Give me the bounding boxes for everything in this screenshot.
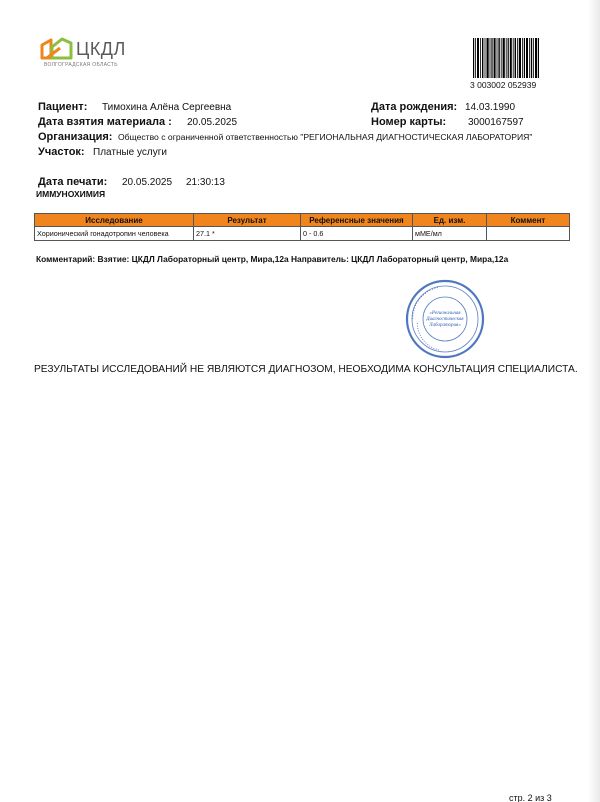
cell-unit: мМЕ/мл [413, 227, 487, 241]
lab-stamp [404, 279, 486, 359]
cell-result: 27.1 * [194, 227, 301, 241]
table-row [35, 227, 570, 241]
org-label: Организация: [38, 131, 113, 143]
header-comment: Коммент [487, 214, 570, 227]
barcode-number: 3 003002 052939 [470, 80, 537, 90]
header-reference: Референсные значения [301, 214, 413, 227]
print-date-label: Дата печати: [38, 176, 108, 188]
sample-date-label: Дата взятия материала : [38, 116, 172, 128]
stamp-line-2: Диагностическая [426, 317, 464, 322]
org-value: Общество с ограниченной ответственностью "РЕГИОНАЛЬНАЯ ДИАГНОСТИЧЕСКАЯ ЛАБОРАТОРИЯ" [118, 132, 533, 142]
print-time-value: 21:30:13 [186, 177, 225, 188]
card-label: Номер карты: [371, 116, 447, 128]
card-number: 3000167597 [468, 117, 524, 128]
page-number: стр. 2 из 3 [509, 793, 552, 802]
disclaimer: РЕЗУЛЬТАТЫ ИССЛЕДОВАНИЙ НЕ ЯВЛЯЮТСЯ ДИАГНОЗОМ, НЕОБХОДИМА КОНСУЛЬТАЦИЯ СПЕЦИАЛИСТА. [34, 364, 578, 375]
stamp-line-1: «Региональная [429, 311, 461, 316]
svg-text:• • • • • • • • • • • • • • •: • • • • • • • • • • • • • • • • [414, 322, 440, 353]
site-value: Платные услуги [93, 147, 167, 158]
ckdl-logo-icon [40, 36, 74, 60]
dob-label: Дата рождения: [371, 101, 458, 113]
cell-test: Хорионический гонадотропин человека [35, 227, 194, 241]
results-table [34, 213, 570, 241]
barcode-bars [473, 38, 539, 78]
cell-comment [487, 227, 570, 241]
patient-label: Пациент: [38, 101, 88, 113]
sample-date-value: 20.05.2025 [187, 117, 238, 128]
print-date-value: 20.05.2025 [122, 177, 173, 188]
ckdl-logo [40, 36, 150, 72]
cell-reference: 0 - 0.6 [301, 227, 413, 241]
logo-brand: ЦКДЛ [76, 39, 126, 59]
site-label: Участок: [38, 146, 85, 158]
logo-region: ВОЛГОГРАДСКАЯ ОБЛАСТЬ [44, 62, 118, 68]
dob-value: 14.03.1990 [465, 102, 516, 113]
barcode [470, 38, 542, 90]
page-edge [588, 0, 600, 802]
svg-text:• • • • • • • • • • • • • • •: • • • • • • • • • • • • • • • • • [409, 284, 439, 320]
header-unit: Ед. изм. [413, 214, 487, 227]
comment-text: Комментарий: Взятие: ЦКДЛ Лабораторный центр, Мира,12а Направитель: ЦКДЛ Лабораторный центр, Мира,12а [36, 254, 509, 264]
patient-name: Тимохина Алёна Сергеевна [102, 102, 232, 113]
header-result: Результат [194, 214, 301, 227]
table-header-row [35, 214, 570, 227]
stamp-line-3: Лаборатория» [429, 323, 461, 328]
header-test: Исследование [35, 214, 194, 227]
section-title: ИММУНОХИМИЯ [36, 189, 106, 199]
